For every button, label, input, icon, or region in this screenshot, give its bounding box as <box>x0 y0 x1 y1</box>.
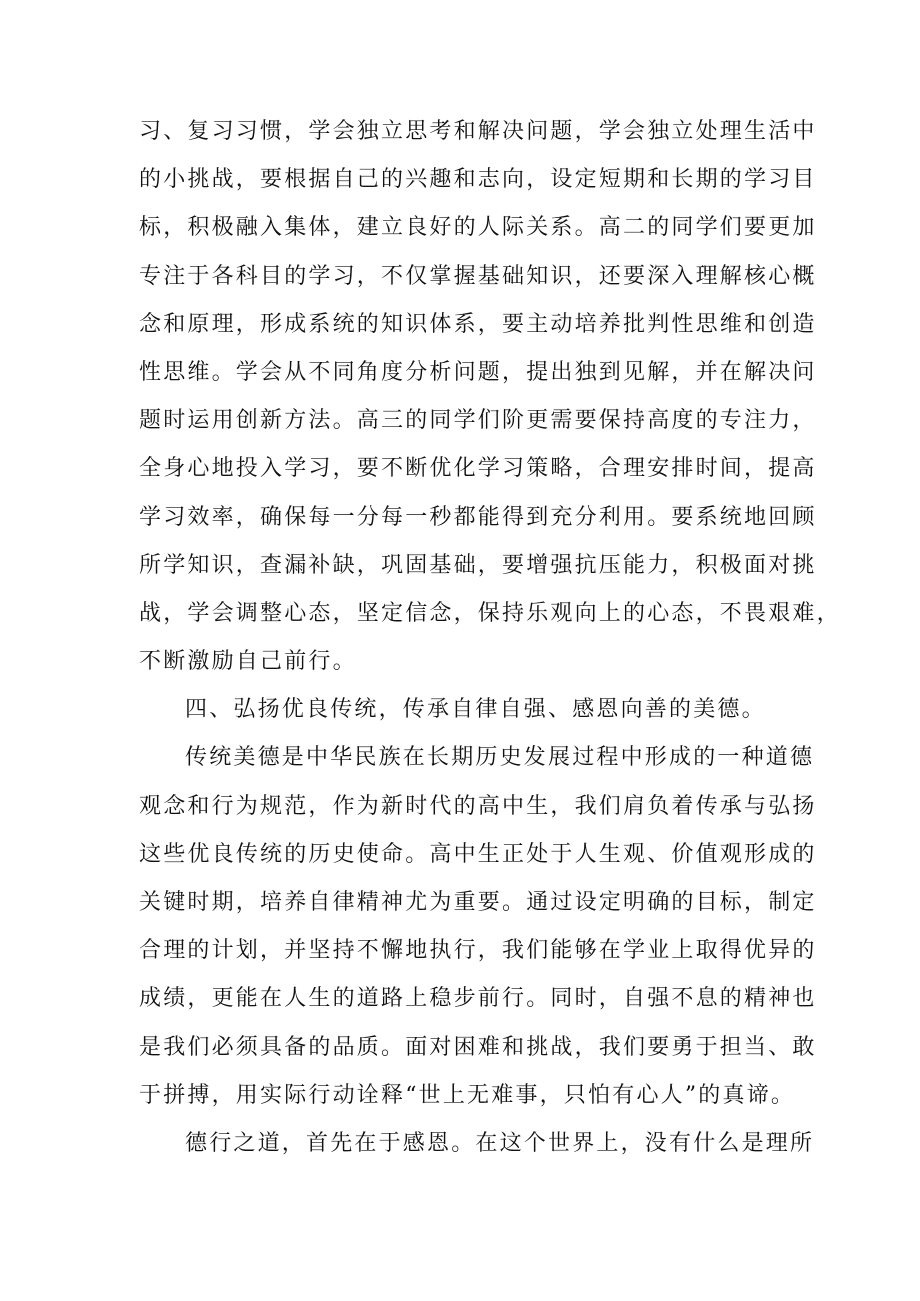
text-line: 观念和行为规范，作为新时代的高中生，我们肩负着传承与弘扬 <box>139 793 817 819</box>
text-line: 习、复习习惯，学会独立思考和解决问题，学会独立处理生活中 <box>139 119 817 144</box>
text-line: 关键时期，培养自律精神尤为重要。通过设定明确的目标，制定 <box>139 890 817 915</box>
text-line: 标，积极融入集体，建立良好的人际关系。高二的同学们要更加 <box>139 215 817 241</box>
text-line: 这些优良传统的历史使命。高中生正处于人生观、价值观形成的 <box>139 841 817 867</box>
text-line: 成绩，更能在人生的道路上稳步前行。同时，自强不息的精神也 <box>139 986 817 1012</box>
text-line: 题时运用创新方法。高三的同学们阶更需要保持高度的专注力， <box>139 408 817 434</box>
text-line: 所学知识，查漏补缺，巩固基础，要增强抗压能力，积极面对挑 <box>139 552 817 578</box>
text-line: 是我们必须具备的品质。面对困难和挑战，我们要勇于担当、敢 <box>139 1034 817 1060</box>
text-line: 性思维。学会从不同角度分析问题，提出独到见解，并在解决问 <box>139 359 817 385</box>
text-line: 念和原理，形成系统的知识体系，要主动培养批判性思维和创造 <box>139 311 817 337</box>
text-line: 的小挑战，要根据自己的兴趣和志向，设定短期和长期的学习目 <box>139 167 817 193</box>
text-line: 德行之道，首先在于感恩。在这个世界上，没有什么是理所 <box>185 1130 815 1156</box>
text-line: 战，学会调整心态，坚定信念，保持乐观向上的心态，不畏艰难， <box>139 600 841 626</box>
text-line: 于拼搏，用实际行动诠释“世上无难事，只怕有心人”的真谛。 <box>139 1082 796 1108</box>
text-line: 四、弘扬优良传统，传承自律自强、感恩向善的美德。 <box>185 697 766 723</box>
text-line: 全身心地投入学习，要不断优化学习策略，合理安排时间，提高 <box>139 456 817 482</box>
text-line: 学习效率，确保每一分每一秒都能得到充分利用。要系统地回顾 <box>139 504 817 530</box>
text-line: 合理的计划，并坚持不懈地执行，我们能够在学业上取得优异的 <box>139 938 817 964</box>
text-line: 专注于各科目的学习，不仅掌握基础知识，还要深入理解核心概 <box>139 263 817 289</box>
body-text <box>139 108 841 1168</box>
text-line: 不断激励自己前行。 <box>139 649 357 675</box>
text-line: 传统美德是中华民族在长期历史发展过程中形成的一种道德 <box>185 745 815 771</box>
